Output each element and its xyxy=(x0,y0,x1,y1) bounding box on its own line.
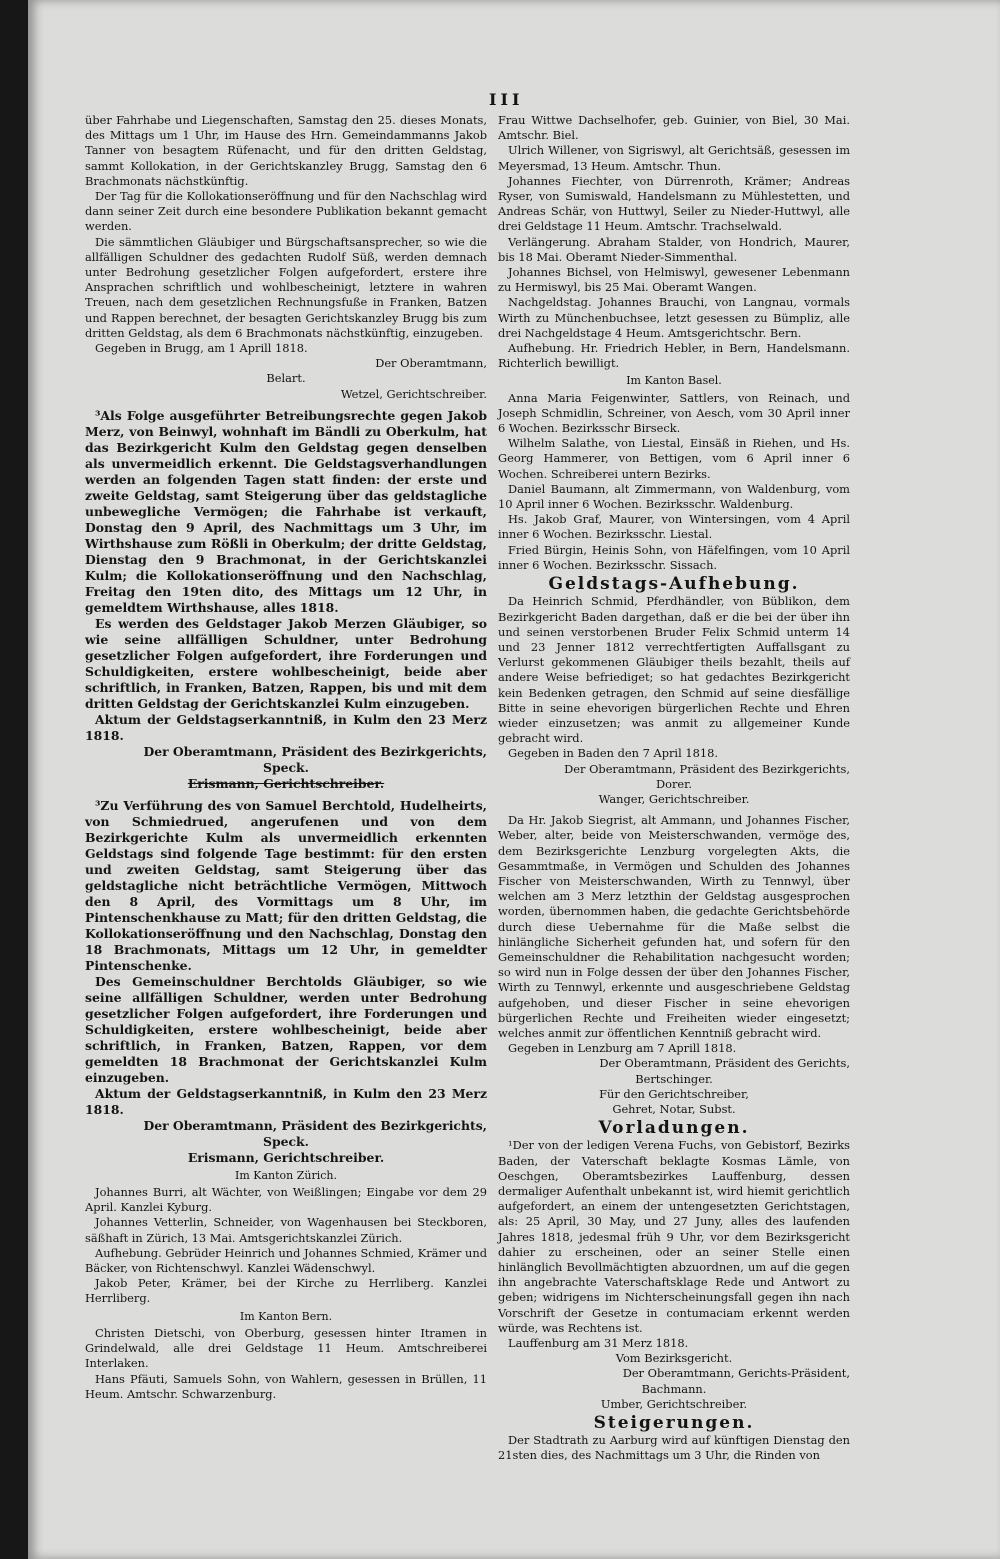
page-number: III xyxy=(489,90,524,109)
list-entry: Jakob Peter, Krämer, bei der Kirche zu Herrliberg. Kanzlei Herrliberg. xyxy=(85,1276,487,1306)
section-heading: Geldstags-Aufhebung. xyxy=(548,574,800,595)
list-entry: Johannes Bichsel, von Helmiswyl, gewesener Lebenmann zu Hermiswyl, bis 25 Mai. Oberamt Wangen. xyxy=(498,265,850,295)
notice-paragraph: ¹Der von der ledigen Verena Fuchs, von Gebistorf, Bezirks Baden, der Vaterschaft beklagte Kosmas Lämle, von Oeschgen, Oberamtsbezirkes Lauffenburg, dessen dermaliger Aufenthalt unbekannt ist, wird hiemit gerichtlich aufgefordert, an einem der untengesetzten Gerichtstagen, als: 25 April, 30 May, und 27 Juny, alles des laufenden Jahres 1818, jedesmal früh 9 Uhr, vor dem Bezirksgericht dahier zu erscheinen, oder an seiner Stelle einen hinlänglich Bevollmächtigten abzuordnen, um auf die gegen ihn angebrachte Vaterschaftsklage Rede und Antwort zu geben; widrigens im Nichterscheinungsfall gegen ihn nach Vorschrift der Gesetze in contumaciam erkennt werden würde, was Rechtens ist. xyxy=(498,1138,850,1335)
signature-clerk: Umber, Gerichtschreiber. xyxy=(600,1396,748,1411)
paragraph: Die sämmtlichen Gläubiger und Bürgschaftsansprecher, so wie die allfälligen Schuldner des gedachten Rudolf Süß, werden demnach unter Bedrohung gesetzlicher Folgen aufgefordert, erstere ihre Ansprachen schriftlich und wohlbescheinigt, letztere in wahren Treuen, nach dem gesetzlichen Rechnungsfuße in Franken, Batzen und Rappen berechnet, der besagten Gerichtskanzley Brugg bis zum dritten Geldstag, als dem 6 Brachmonats nächstkünftig, einzugeben. xyxy=(85,234,487,340)
notice-paragraph: ³Zu Verführung des von Samuel Berchtold, Hudelheirts, von Schmiedrued, angerufenen und von dem Bezirkgerichte Kulm als unvermeidlich erkennten Geldstags sind folgende Tage bestimmt: für den ersten und zweiten Geldstag, samt Steigerung über das geldstagliche nicht beträchtliche Vermögen, Mittwoch den 8 April, des Vormittags um 8 Uhr, im Pintenschenkhause zu Matt; für den dritten Geldstag, die Kollokationseröffnung und den Nachschlag, Donstag den 18 Brachmonats, Mittags um 12 Uhr, in gemeldter Pintenschenke. xyxy=(85,797,487,973)
date-line: Gegeben in Lenzburg am 7 Aprill 1818. xyxy=(508,1041,737,1056)
list-entry: Johannes Vetterlin, Schneider, von Wagenhausen bei Steckboren, säßhaft in Zürich, 13 Mai. Amtsgerichtskanzlei Zürich. xyxy=(85,1215,487,1245)
right-column xyxy=(498,113,850,1464)
region-heading: Im Kanton Zürich. xyxy=(234,1168,337,1182)
list-entry: Christen Dietschi, von Oberburg, gesessen hinter Itramen in Grindelwald, alle drei Geldstage 11 Heum. Amtschreiberei Interlaken. xyxy=(85,1325,487,1371)
notice-paragraph: Da Heinrich Schmid, Pferdhändler, von Büblikon, dem Bezirkgericht Baden dargethan, daß er die bei der über ihn und seinen verstorbenen Bruder Felix Schmid unterm 14 und 23 Jenner 1812 verrechtfertigten Auffallsgant zu Verlurst gekommenen Gläubiger theils bezahlt, theils auf andere Weise befriediget; so hat gedachtes Bezirkgericht kein Bedenken getragen, den Schmid auf seine diesfällige Bitte in seine ehevorigen bürgerlichen Rechte und Ehren wieder einzusetzen; was anmit zu allgemeiner Kunde gebracht wird. xyxy=(498,594,850,746)
paragraph: Der Tag für die Kollokationseröffnung und für den Nachschlag wird dann seiner Zeit durch eine besondere Publikation bekannt gemacht werden. xyxy=(85,189,487,234)
signature-title: Der Oberamtmann, Präsident des Bezirkgerichts, xyxy=(143,743,487,759)
signature-clerk: Erismann, Gerichtschreiber. xyxy=(187,775,385,791)
notice-paragraph: Es werden des Geldstager Jakob Merzen Gläubiger, so wie seine allfälligen Schuldner, unter Bedrohung gesetzlicher Folgen aufgefordert, ihre Forderungen und Schuldigkeiten, erstere wohlbescheinigt, beide aber schriftlich, in Franken, Batzen, Rappen, bis und mit dem dritten Geldstag der Gerichtskanzlei Kulm einzugeben. xyxy=(85,615,487,711)
signature-title: Der Oberamtmann, Präsident des Gerichts, xyxy=(599,1056,850,1071)
paragraph: über Fahrhabe und Liegenschaften, Samstag den 25. dieses Monats, des Mittags um 1 Uhr, im Hause des Hrn. Gemeindammanns Jakob Tanner von besagtem Rüfenacht, und für den dritten Geldstag, sammt Kollokation, in der Gerichtskanzley Brugg, Samstag den 6 Brachmonats nächstkünftig. xyxy=(85,113,487,188)
signature-clerk: Wetzel, Gerichtschreiber. xyxy=(340,386,487,401)
signature-name: Dorer. xyxy=(656,776,692,791)
region-heading: Im Kanton Bern. xyxy=(239,1309,333,1323)
date-line: Gegeben in Brugg, am 1 Aprill 1818. xyxy=(95,341,308,356)
list-entry: Johannes Burri, alt Wächter, von Weißlingen; Eingabe vor dem 29 April. Kanzlei Kyburg. xyxy=(85,1185,487,1215)
signature-note: Für den Gerichtschreiber, xyxy=(599,1086,749,1101)
notice-paragraph: Der Stadtrath zu Aarburg wird auf künftigen Dienstag den 21sten dies, des Nachmittags um 3 Uhr, die Rinden von xyxy=(498,1433,850,1463)
list-entry: Ulrich Willener, von Sigriswyl, alt Gerichtsäß, gesessen im Meyersmad, 13 Heum. Amtschr. Thun. xyxy=(498,143,850,173)
newspaper-page xyxy=(28,0,1000,1559)
signature-name: Bachmann. xyxy=(641,1381,707,1396)
signature-clerk: Wanger, Gerichtschreiber. xyxy=(598,791,750,806)
list-entry: Johannes Fiechter, von Dürrenroth, Krämer; Andreas Ryser, von Sumiswald, Handelsmann zu Mühlestetten, und Andreas Schär, von Huttwyl, Seiler zu Nieder-Huttwyl, alle drei Geldstage 11 Heum. Amtschr. Trachselwald. xyxy=(498,173,850,234)
list-entry: Anna Maria Feigenwinter, Sattlers, von Reinach, und Joseph Schmidlin, Schreiner, von Aesch, vom 30 April inner 6 Wochen. Bezirksschr Birseck. xyxy=(498,390,850,436)
signature-clerk: Gehret, Notar, Subst. xyxy=(612,1102,736,1116)
notice-paragraph: Da Hr. Jakob Siegrist, alt Ammann, und Johannes Fischer, Weber, alter, beide von Meisterschwanden, vermöge des, dem Bezirksgerichte Lenzburg vorgelegten Akts, die Gesammtmaße, in Vermögen und Schulden des Johannes Fischer von Meisterschwanden, Wirth zu Tennwyl, über welchen am 3 Merz letzthin der Geldstag ausgesprochen worden, übernommen haben, die gedachte Gerichtsbehörde durch diese Uebernahme für die Maße selbst die hinlängliche Sicherheit gefunden hat, und sofern für den Gemeinschuldner die Rehabilitation nachgesucht worden; so wird nun in Folge dessen der über den Johannes Fischer, Wirth zu Tennwyl, erkennte und ausgeschriebene Geldstag aufgehoben, und dieser Fischer in seine ehevorigen bürgerlichen Rechte und Freiheiten wieder eingesetzt; welches anmit zur öffentlichen Kenntniß gebracht wird. xyxy=(498,813,850,1040)
signature-title: Der Oberamtmann, xyxy=(375,356,487,371)
list-entry: Daniel Baumann, alt Zimmermann, von Waldenburg, vom 10 April inner 6 Wochen. Bezirksschr. Waldenburg. xyxy=(498,481,850,512)
signature-name: Bertschinger. xyxy=(635,1071,713,1086)
region-heading: Im Kanton Basel. xyxy=(626,374,722,388)
list-entry: Verlängerung. Abraham Stalder, von Hondrich, Maurer, bis 18 Mai. Oberamt Nieder-Simmenthal. xyxy=(498,234,850,264)
section-heading: Vorladungen. xyxy=(598,1118,750,1139)
date-line: Gegeben in Baden den 7 April 1818. xyxy=(508,746,718,761)
notice-paragraph: ³Als Folge ausgeführter Betreibungsrechte gegen Jakob Merz, von Beinwyl, wohnhaft im Bändli zu Oberkulm, hat das Bezirkgericht Kulm den Geldstag gegen denselben als unvermeidlich erkennt. Die Geldstagsverhandlungen werden an folgenden Tagen statt finden: der erste und zweite Geldstag, samt Steigerung über das geldstagliche unbewegliche Vermögen; die Fahrhabe ist verkauft, Donstag den 9 April, des Nachmittags um 3 Uhr, im Wirthshause zum Rößli in Oberkulm; der dritte Geldstag, Dienstag den 9 Brachmonat, in der Gerichtskanzlei Kulm; die Kollokationseröffnung und den Nachschlag, Freitag den 19ten dito, des Mittags um 12 Uhr, in gemeldtem Wirthshause, alles 1818. xyxy=(85,407,487,615)
signature-name: Speck. xyxy=(263,1133,309,1149)
signature-name: Belart. xyxy=(266,371,306,386)
date-line: Aktum der Geldstagserkanntniß, in Kulm den 23 Merz 1818. xyxy=(85,1085,487,1117)
left-column xyxy=(85,113,487,1402)
list-entry: Fried Bürgin, Heinis Sohn, von Häfelfingen, vom 10 April inner 6 Wochen. Bezirksschr. Sissach. xyxy=(498,542,850,572)
signature-clerk: Erismann, Gerichtschreiber. xyxy=(187,1149,385,1165)
signature-title: Der Oberamtmann, Präsident des Bezirkgerichts, xyxy=(143,1117,487,1133)
signature-name: Speck. xyxy=(263,759,309,775)
signature-note: Vom Bezirksgericht. xyxy=(615,1351,733,1366)
date-line: Lauffenburg am 31 Merz 1818. xyxy=(508,1336,689,1351)
list-entry: Aufhebung. Gebrüder Heinrich und Johannes Schmied, Krämer und Bäcker, von Richtenschwyl. Kanzlei Wädenschwyl. xyxy=(85,1245,488,1276)
list-entry: Nachgeldstag. Johannes Brauchi, von Langnau, vormals Wirth zu Münchenbuchsee, letzt gesessen zu Bümpliz, alle drei Nachgeldstage 4 Heum. Amtsgerichtschr. Bern. xyxy=(498,295,850,340)
date-line: Aktum der Geldstagserkanntniß, in Kulm den 23 Merz 1818. xyxy=(85,711,487,743)
list-entry: Hans Pfäuti, Samuels Sohn, von Wahlern, gesessen in Brüllen, 11 Heum. Amtschr. Schwarzenburg. xyxy=(85,1371,487,1401)
section-heading: Steigerungen. xyxy=(593,1413,755,1434)
signature-title: Der Oberamtmann, Gerichts-Präsident, xyxy=(622,1366,850,1381)
list-entry: Wilhelm Salathe, von Liestal, Einsäß in Riehen, und Hs. Georg Hammerer, von Bettigen, vom 6 April inner 6 Wochen. Schreiberei untern Bezirks. xyxy=(498,436,850,481)
list-entry: Hs. Jakob Graf, Maurer, von Wintersingen, vom 4 April inner 6 Wochen. Bezirksschr. Liestal. xyxy=(498,512,850,542)
notice-paragraph: Des Gemeinschuldner Berchtolds Gläubiger, so wie seine allfälligen Schuldner, werden unter Bedrohung gesetzlicher Folgen aufgefordert, ihre Forderungen und Schuldigkeiten, erstere wohlbescheinigt, beide aber schriftlich, in Franken, Batzen, Rappen, vor dem gemeldten 18 Brachmonat der Gerichtskanzlei Kulm einzugeben. xyxy=(85,973,487,1085)
list-entry: Aufhebung. Hr. Friedrich Hebler, in Bern, Handelsmann. Richterlich bewilligt. xyxy=(498,341,850,371)
signature-title: Der Oberamtmann, Präsident des Bezirkgerichts, xyxy=(564,761,850,776)
list-entry: Frau Wittwe Dachselhofer, geb. Guinier, von Biel, 30 Mai. Amtschr. Biel. xyxy=(498,113,850,143)
